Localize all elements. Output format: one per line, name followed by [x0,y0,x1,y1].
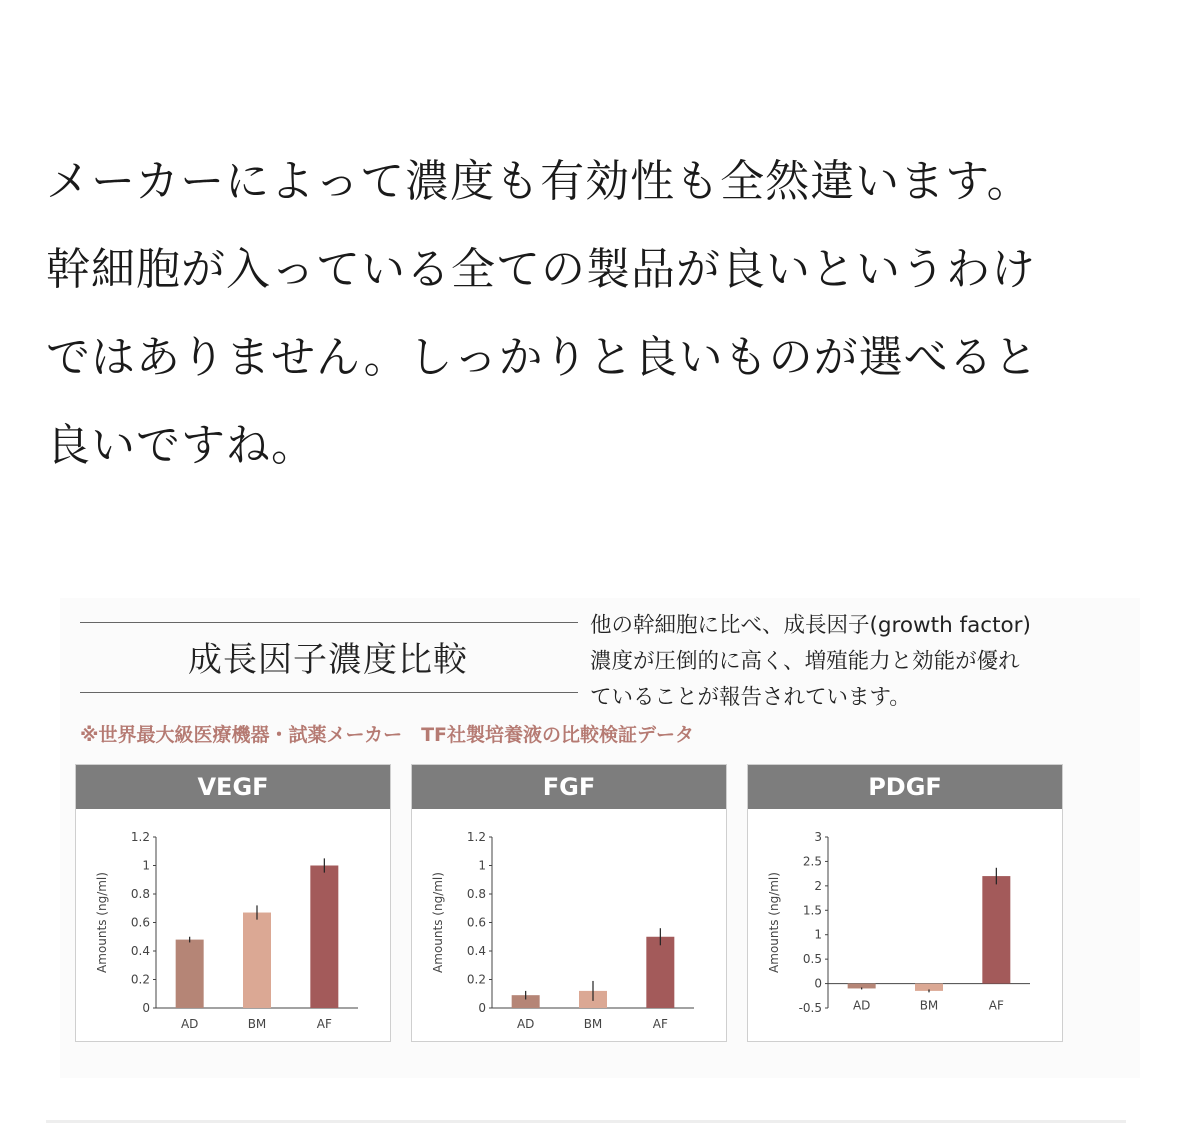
x-tick-label: BM [247,1017,267,1031]
panel-title: VEGF [76,765,390,809]
panel-title: FGF [412,765,726,809]
y-tick-label: 0.2 [466,972,486,987]
y-tick-label: 0.8 [130,887,150,901]
y-tick-label: 0 [142,1001,150,1015]
paragraph-line: ではありません。しっかりと良いものが選べると [46,332,1039,383]
y-axis-label: Amounts (ng/ml) [767,872,781,973]
y-tick-label: 1 [814,927,822,942]
y-tick-label: 1 [142,858,150,873]
x-tick-label: AD [852,998,871,1013]
y-tick-label: 0.4 [130,944,150,958]
paragraph-line: 幹細胞が入っている全ての製品が良いというわけ [46,244,1036,295]
x-tick-label: AF [316,1017,332,1031]
y-tick-label: 2 [814,878,822,893]
title-rule-bottom [80,692,578,693]
y-tick-label: 1.2 [130,830,150,844]
y-tick-label: -0.5 [798,1001,822,1015]
y-tick-label: 2.5 [802,854,822,869]
x-tick-label: BM [919,998,939,1013]
y-tick-label: 0.8 [466,887,486,901]
y-tick-label: 0.5 [802,952,822,967]
y-tick-label: 3 [814,830,822,844]
x-tick-label: AF [652,1017,668,1031]
chart-vegf [76,809,390,1041]
bar-ad [176,940,204,1008]
x-tick-label: BM [583,1017,603,1031]
y-tick-label: 1.2 [466,830,486,844]
chart-panel-fgf [411,764,727,1042]
y-tick-label: 1.5 [802,903,822,918]
figure-note [590,608,1031,716]
paragraph-line: メーカーによって濃度も有効性も全然違います。 [46,156,1032,207]
figure-note-line: ていることが報告されています。 [590,685,911,710]
chart-fgf [412,809,726,1041]
figure-subtitle: ※世界最大級医療機器・試薬メーカー TF社製培養液の比較検証データ [80,724,695,746]
chart-panel-pdgf [747,764,1063,1042]
y-tick-label: 0.6 [466,915,486,930]
y-axis-label: Amounts (ng/ml) [95,872,109,973]
paragraph-line: 良いですね。 [46,420,316,471]
y-tick-label: 0.4 [466,944,486,958]
bar-af [646,937,674,1008]
figure-note-line: 濃度が圧倒的に高く、増殖能力と効能が優れ [590,649,1020,674]
bar-af [982,876,1010,983]
x-tick-label: AD [180,1017,199,1031]
y-tick-label: 0 [814,976,822,991]
title-rule-top [80,622,578,623]
panel-title: PDGF [748,765,1062,809]
x-tick-label: AD [516,1017,535,1031]
bar-af [310,866,338,1009]
chart-panel-vegf [75,764,391,1042]
y-tick-label: 0 [478,1001,486,1015]
y-tick-label: 0.2 [130,972,150,987]
figure-title: 成長因子濃度比較 [188,640,468,680]
bottom-divider [46,1120,1126,1123]
chart-pdgf [748,809,1062,1041]
y-tick-label: 1 [478,858,486,873]
y-tick-label: 0.6 [130,915,150,930]
x-tick-label: AF [988,998,1004,1013]
body-paragraph [46,138,1146,490]
y-axis-label: Amounts (ng/ml) [431,872,445,973]
figure-note-line: 他の幹細胞に比べ、成長因子(growth factor) [590,613,1031,638]
bar-bm [243,913,271,1008]
